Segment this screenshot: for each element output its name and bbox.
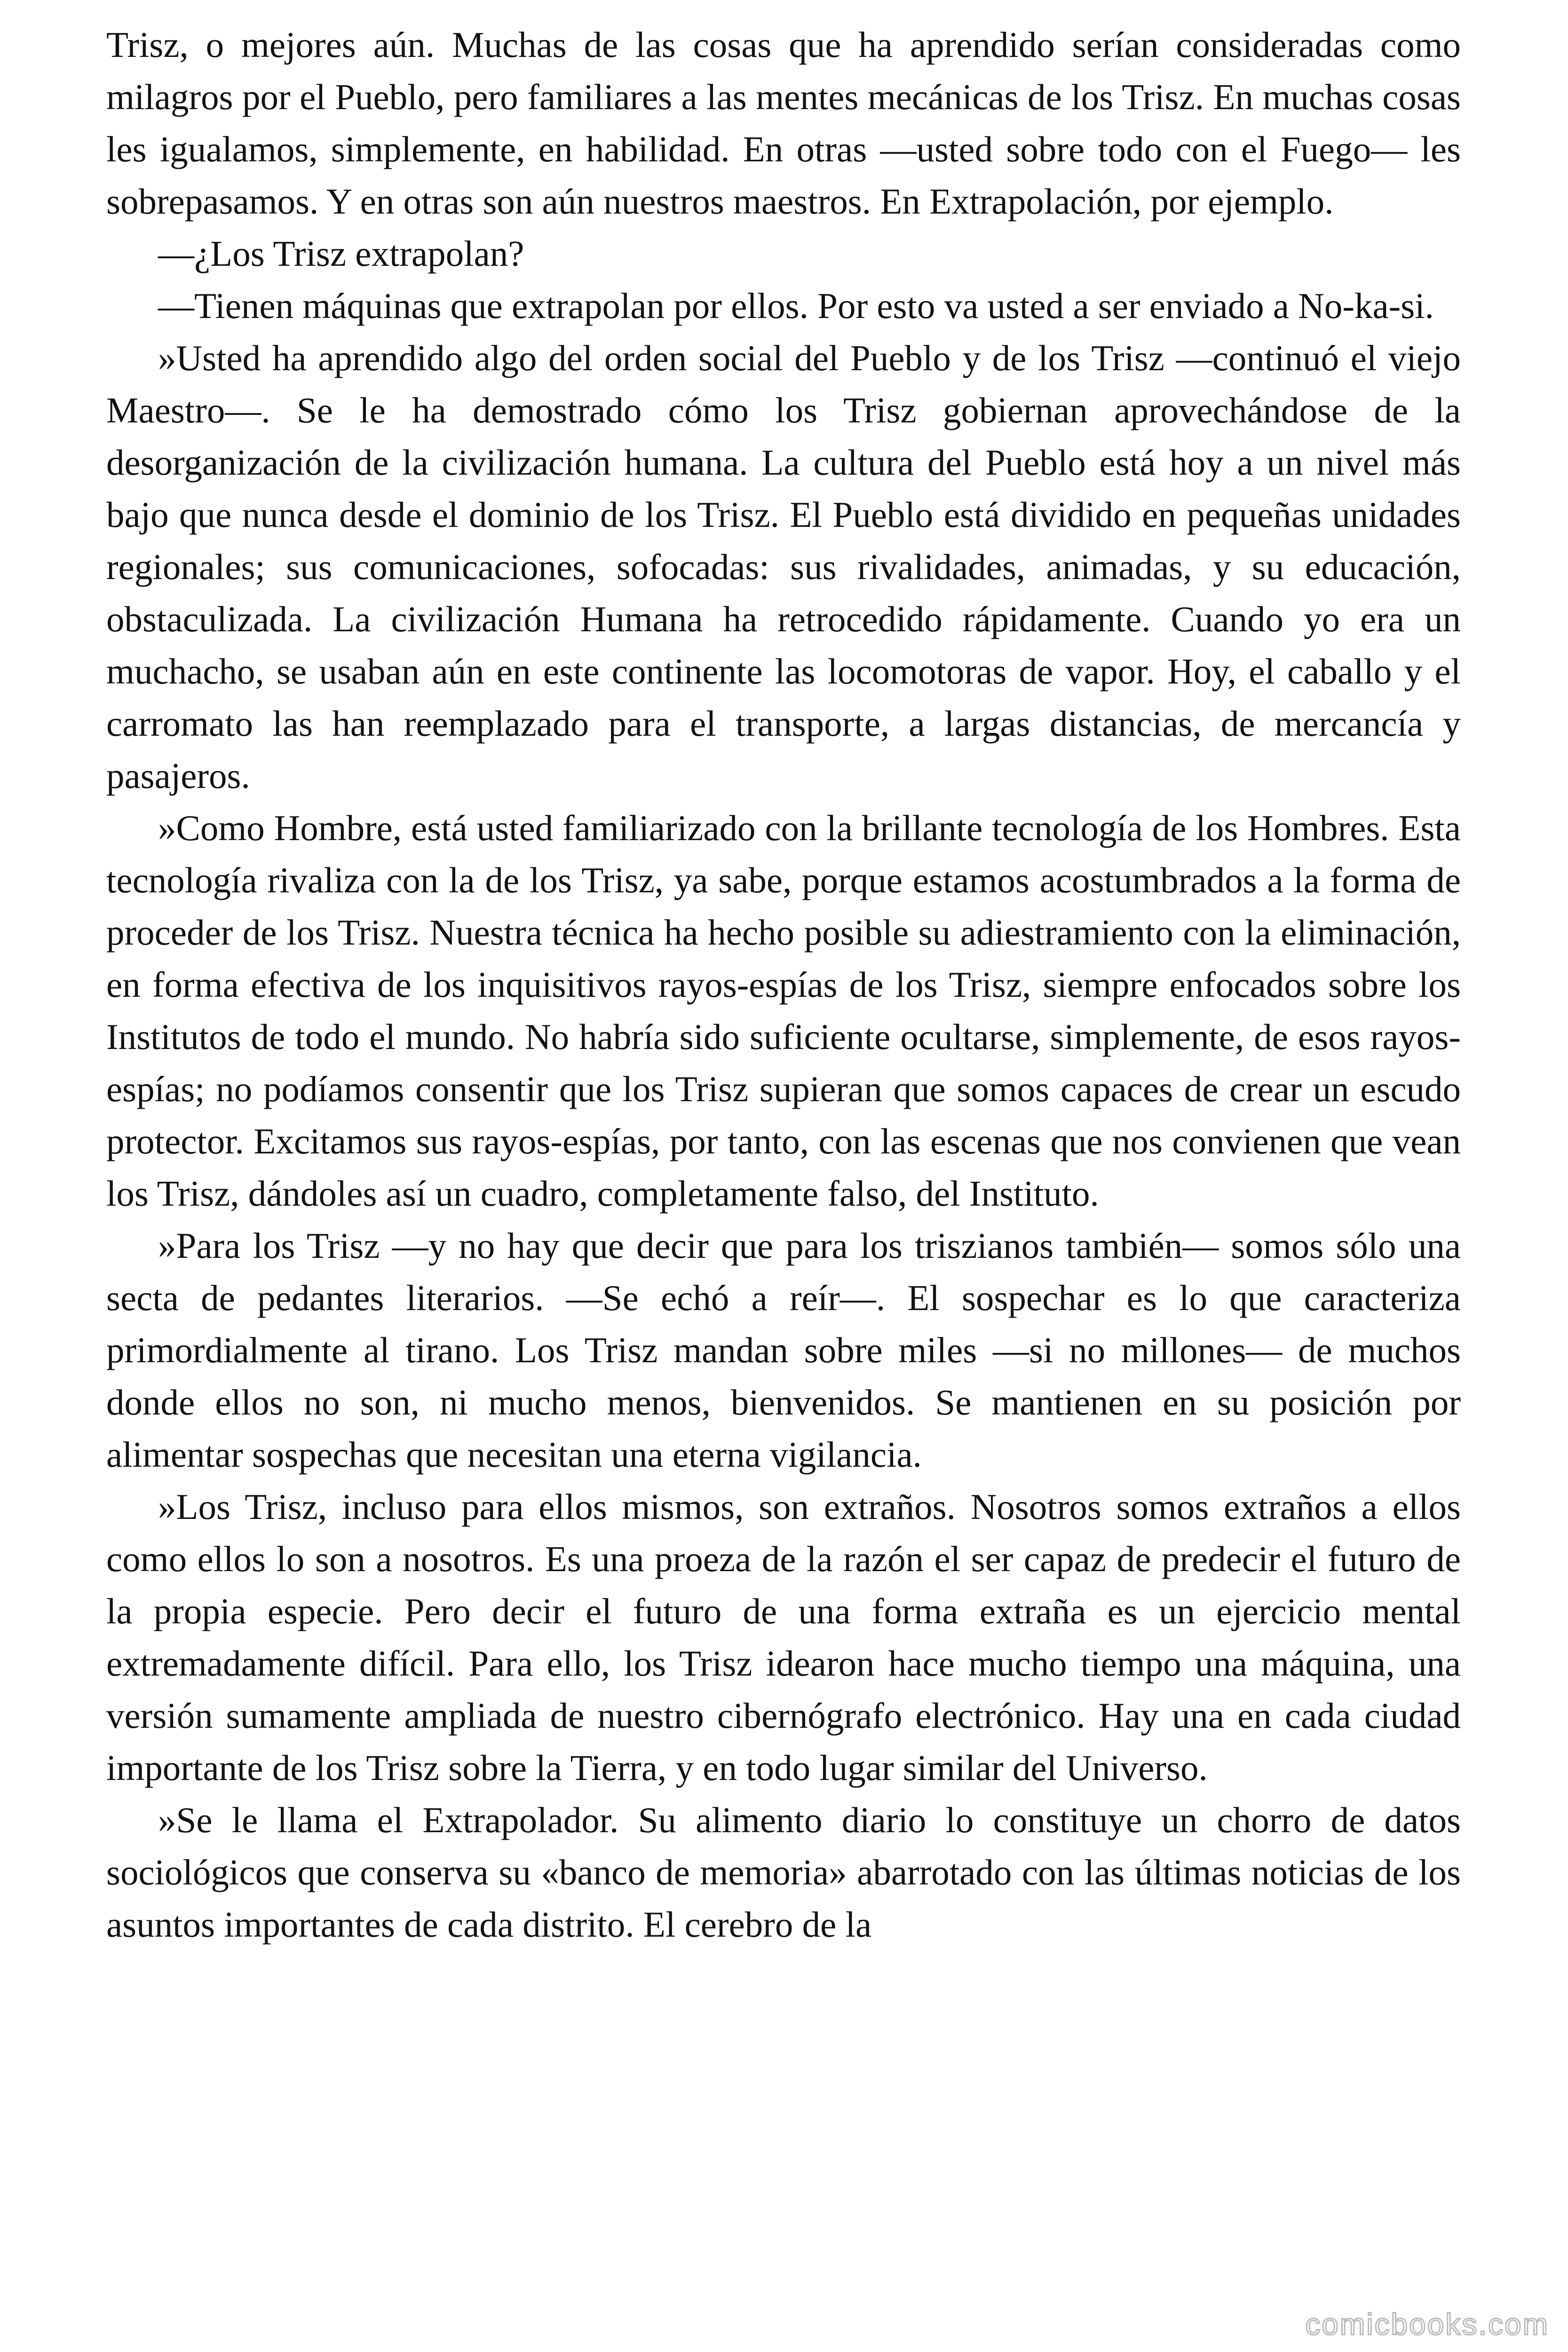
paragraph-2: —¿Los Trisz extrapolan? <box>158 233 524 274</box>
paragraph-7: »Los Trisz, incluso para ellos mismos, son extraños. Nosotros somos extraños a ellos como ellos lo son a nosotros. Es una proeza de la razón el ser capaz de predecir el futuro de la propia especie. Pero decir el futuro de una forma extraña es un ejercicio mental extremadamente difícil. Para ello, los Trisz idearon hace mucho tiempo una máquina, una versión sumamente ampliada de nuestro cibernógrafo electrónico. Hay una en cada ciudad importante de los Trisz sobre la Tierra, y en todo lugar similar del Universo. <box>106 1486 1461 1788</box>
site-watermark: comicbooks.com <box>1305 2307 1549 2341</box>
paragraph-5: »Como Hombre, está usted familiarizado con la brillante tecnología de los Hombres. Esta tecnología rivaliza con la de los Trisz, ya sabe, porque estamos acostumbrados a la forma de proceder de los Trisz. Nuestra técnica ha hecho posible su adiestramiento con la eliminación, en forma efectiva de los inquisitivos rayos-espías de los Trisz, siempre enfocados sobre los Institutos de todo el mundo. No habría sido suficiente ocultarse, simplemente, de esos rayos-espías; no podíamos consentir que los Trisz supieran que somos capaces de crear un escudo protector. Excitamos sus rayos-espías, por tanto, con las escenas que nos convienen que vean los Trisz, dándoles así un cuadro, completamente falso, del Instituto. <box>106 808 1461 1214</box>
paragraph-1: Trisz, o mejores aún. Muchas de las cosas que ha aprendido serían consideradas como milagros por el Pueblo, pero familiares a las mentes mecánicas de los Trisz. En muchas cosas les igualamos, simplemente, en habilidad. En otras —usted sobre todo con el Fuego— les sobrepasamos. Y en otras son aún nuestros maestros. En Extrapolación, por ejemplo. <box>106 24 1461 222</box>
book-page-text <box>106 19 1461 2314</box>
paragraph-4: »Usted ha aprendido algo del orden social del Pueblo y de los Trisz —continuó el viejo Maestro—. Se le ha demostrado cómo los Trisz gobiernan aprovechándose de la desorganización de la civilización humana. La cultura del Pueblo está hoy a un nivel más bajo que nunca desde el dominio de los Trisz. El Pueblo está dividido en pequeñas unidades regionales; sus comunicaciones, sofocadas: sus rivalidades, animadas, y su educación, obstaculizada. La civilización Humana ha retrocedido rápidamente. Cuando yo era un muchacho, se usaban aún en este continente las locomotoras de vapor. Hoy, el caballo y el carromato las han reemplazado para el transporte, a largas distancias, de mercancía y pasajeros. <box>106 338 1461 796</box>
paragraph-8: »Se le llama el Extrapolador. Su alimento diario lo constituye un chorro de datos sociológicos que conserva su «banco de memoria» abarrotado con las últimas noticias de los asuntos importantes de cada distrito. El cerebro de la <box>106 1800 1461 1945</box>
paragraph-6: »Para los Trisz —y no hay que decir que para los triszianos también— somos sólo una secta de pedantes literarios. —Se echó a reír—. El sospechar es lo que caracteriza primordialmente al tirano. Los Trisz mandan sobre miles —si no millones— de muchos donde ellos no son, ni mucho menos, bienvenidos. Se mantienen en su posición por alimentar sospechas que necesitan una eterna vigilancia. <box>106 1225 1461 1475</box>
paragraph-3: —Tienen máquinas que extrapolan por ellos. Por esto va usted a ser enviado a No-ka-si. <box>158 286 1434 326</box>
